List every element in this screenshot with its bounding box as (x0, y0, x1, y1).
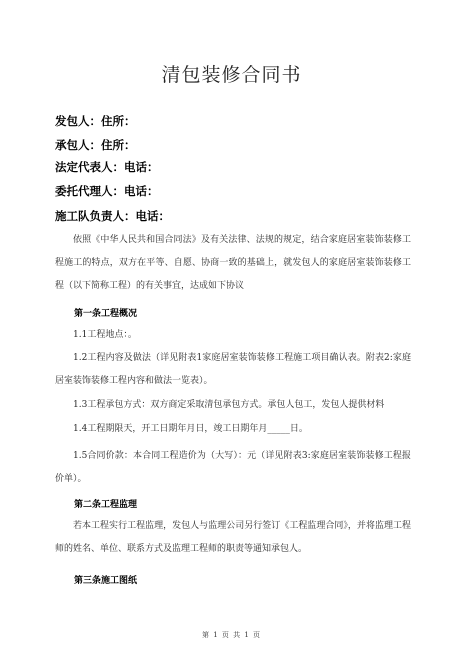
party-authorized-agent: 委托代理人：电话： (55, 184, 159, 198)
section2-heading: 第二条工程监理 (74, 500, 138, 510)
intro-paragraph: 依照《中华人民共和国合同法》及有关法律、法规的规定，结合家庭居室装饰装修工程施工的特点，双方在平等、自愿、协商一致的基础上，就发包人的家庭居室装饰装修工程（以下简称工程）的有关事宜，达成如下协议 (55, 235, 411, 291)
document-title: 清包装修合同书 (161, 64, 302, 86)
section1-item-1: 1.1工程地点：。 (73, 330, 137, 340)
party-construction-leader: 施工队负责人：电话： (55, 209, 170, 223)
party-employer: 发包人：住所： (55, 114, 136, 128)
party-contractor: 承包人：住所： (55, 138, 136, 152)
page-footer: 第 1 页 共 1 页 (201, 631, 262, 639)
section1-item-4: 1.4工程期限天，开工日期年月日，竣工日期年月_____日。 (73, 424, 308, 434)
section2-paragraph: 若本工程实行工程监理，发包人与监理公司另行签订《工程监理合同》，并将监理工程师的姓名、单位、联系方式及监理工程师的职责等通知承包人。 (55, 521, 411, 554)
section1-item-2: 1.2工程内容及做法（详见附表1家庭居室装饰装修工程施工项目确认表。附表2:家庭居室装饰装修工程内容和做法一览表）。 (55, 353, 411, 386)
section3-heading: 第三条施工图纸 (74, 576, 138, 586)
party-legal-representative: 法定代表人：电话： (55, 160, 159, 174)
section1-item-3: 1.3工程承包方式：双方商定采取清包承包方式。承包人包工，发包人提供材料 (73, 400, 385, 410)
section1-heading: 第一条工程概况 (74, 309, 138, 319)
section1-item-5: 1.5合同价款：本合同工程造价为（大写）：元（详见附表3:家庭居室装饰装修工程报价单）。 (55, 451, 411, 484)
